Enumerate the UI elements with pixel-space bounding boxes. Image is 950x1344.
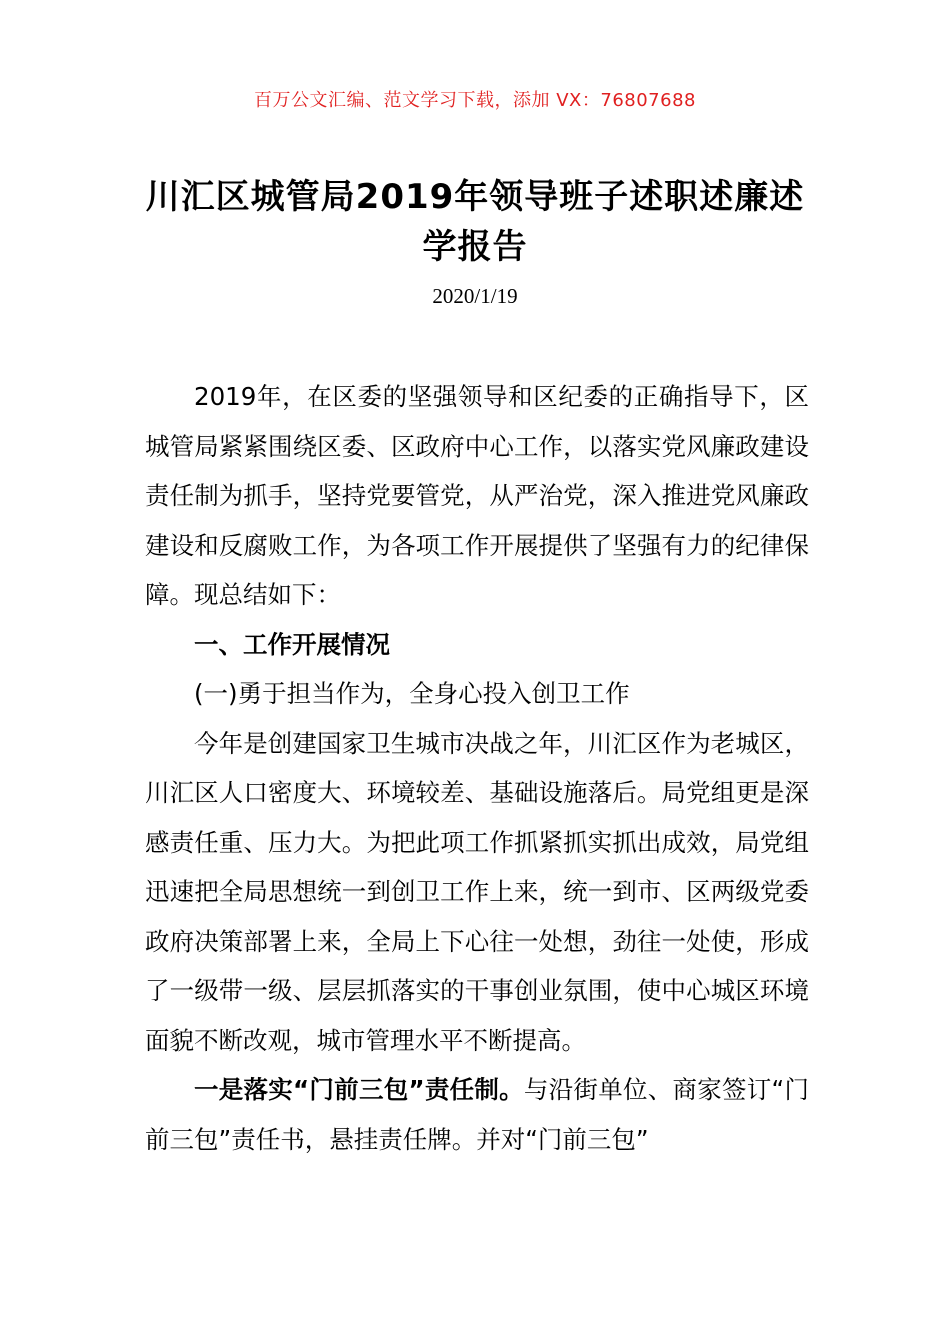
subsection-heading-1: (一)勇于担当作为，全身心投入创卫工作 (194, 679, 630, 708)
body-paragraph-2-lead: 一是落实“门前三包”责任制。 (194, 1075, 524, 1104)
document-date: 2020/1/19 (432, 284, 518, 308)
body-paragraph-2-text: 与沿街单位、商家签订“门前三包”责任书，悬挂责任牌。并对“门前三包” (145, 1075, 809, 1154)
document-title: 川汇区城管局2019年领导班子述职述廉述学报告 (145, 177, 805, 267)
section-heading-work-status: 一、工作开展情况 (194, 629, 390, 659)
document-body (145, 372, 809, 1164)
intro-paragraph: 2019年，在区委的坚强领导和区纪委的正确指导下，区城管局紧紧围绕区委、区政府中心工作，以落实党风廉政建设责任制为抓手，坚持党要管党，从严治党，深入推进党风廉政建设和反腐败工作，为各项工作开展提供了坚强有力的纪律保障。现总结如下： (145, 382, 809, 609)
header-watermark-note: 百万公文汇编、范文学习下载，添加 VX：76807688 (254, 90, 696, 111)
body-paragraph-1: 今年是创建国家卫生城市决战之年，川汇区作为老城区，川汇区人口密度大、环境较差、基础设施落后。局党组更是深感责任重、压力大。为把此项工作抓紧抓实抓出成效，局党组迅速把全局思想统一到创卫工作上来，统一到市、区两级党委政府决策部署上来，全局上下心往一处想，劲往一处使，形成了一级带一级、层层抓落实的干事创业氛围，使中心城区环境面貌不断改观，城市管理水平不断提高。 (145, 728, 809, 1055)
body-paragraph-2 (145, 1065, 809, 1164)
